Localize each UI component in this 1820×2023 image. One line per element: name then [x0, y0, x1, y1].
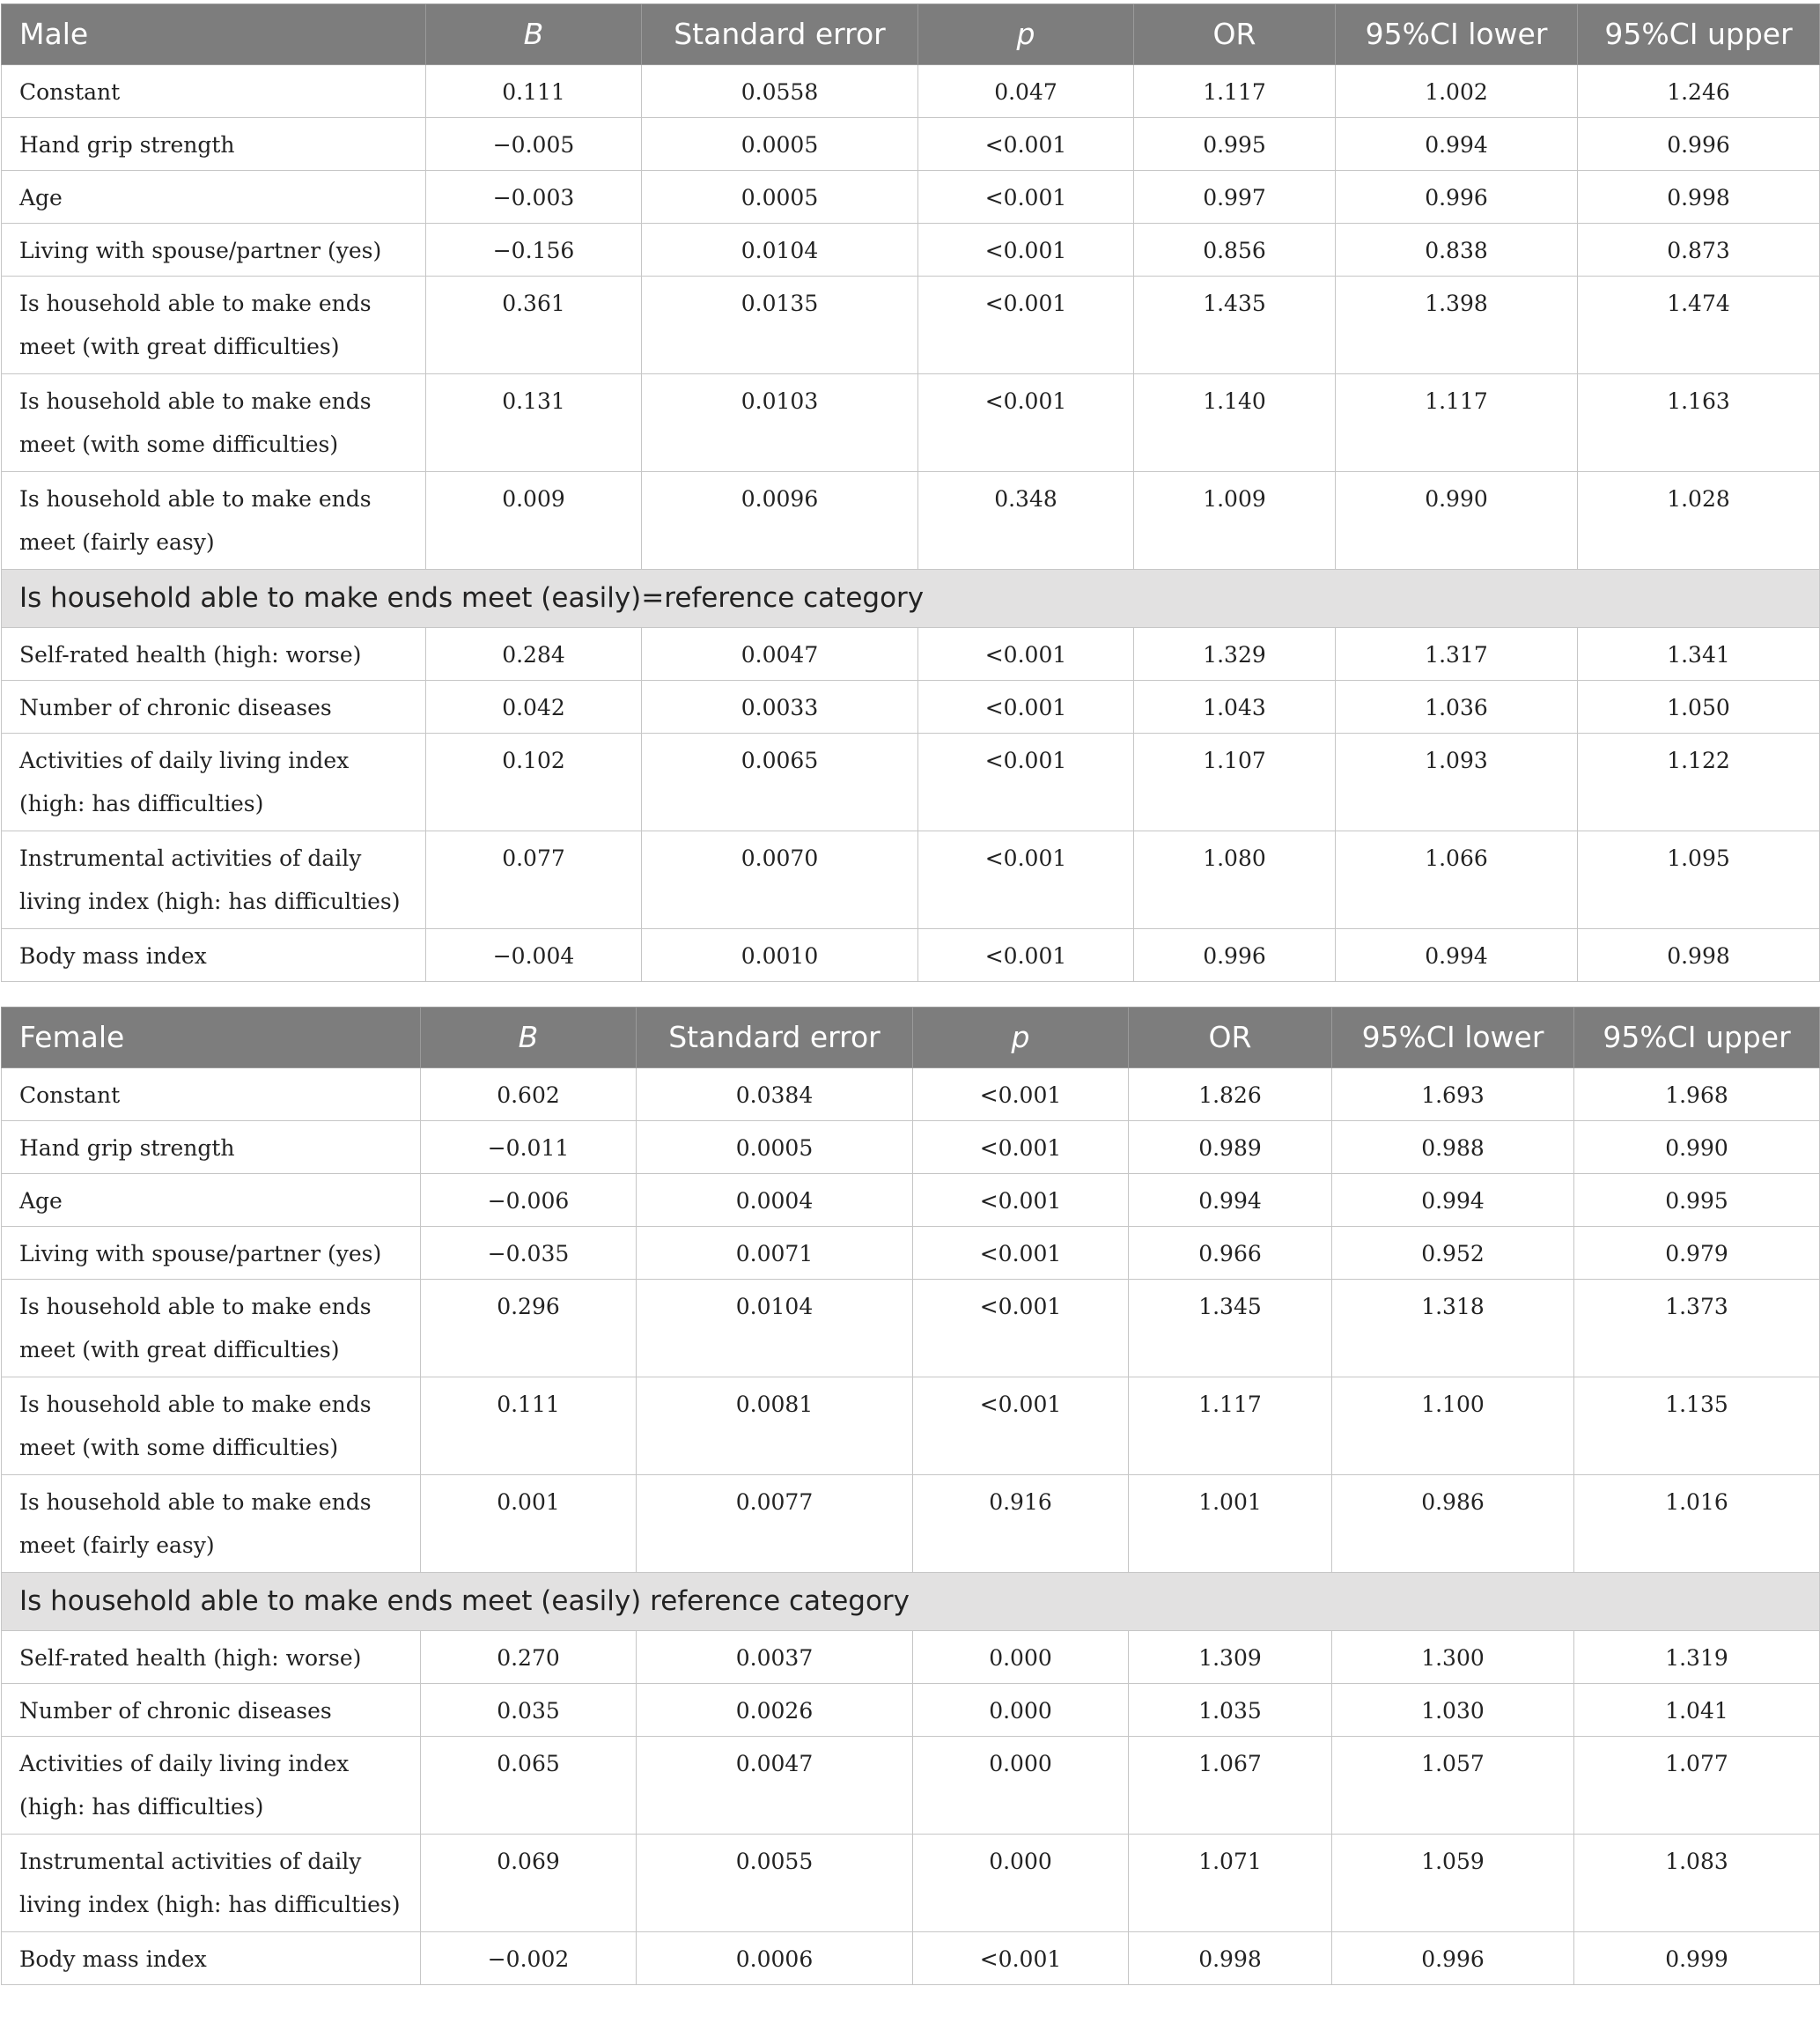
ci-upper-value: 1.319 [1574, 1631, 1820, 1684]
b-value: −0.011 [421, 1121, 637, 1174]
ci-upper-value: 1.122 [1578, 734, 1820, 831]
table-row [2, 1227, 1820, 1280]
female-header-row [2, 1008, 1820, 1068]
p-value: <0.001 [918, 374, 1134, 472]
or-value: 0.995 [1134, 118, 1336, 171]
ci-lower-value: 1.057 [1332, 1737, 1574, 1835]
or-value: 1.329 [1134, 628, 1336, 681]
ci-lower-column-header: 95%CI lower [1332, 1008, 1574, 1068]
or-value: 1.435 [1134, 277, 1336, 374]
reference-category-row [2, 570, 1820, 628]
row-label: Constant [2, 1068, 421, 1121]
p-value: <0.001 [918, 224, 1134, 277]
or-value: 0.998 [1129, 1932, 1332, 1985]
p-value: <0.001 [918, 831, 1134, 929]
p-value: <0.001 [913, 1377, 1129, 1475]
table-row [2, 1631, 1820, 1684]
ci-lower-value: 0.988 [1332, 1121, 1574, 1174]
or-value: 1.080 [1134, 831, 1336, 929]
b-value: 0.077 [426, 831, 642, 929]
table-row [2, 65, 1820, 118]
b-value: 0.296 [421, 1280, 637, 1377]
row-label: Age [2, 1174, 421, 1227]
row-label: Hand grip strength [2, 118, 426, 171]
row-label: Number of chronic diseases [2, 681, 426, 734]
ci-lower-column-header: 95%CI lower [1336, 4, 1578, 65]
b-value: 0.009 [426, 472, 642, 570]
b-value: 0.131 [426, 374, 642, 472]
se-column-header: Standard error [642, 4, 918, 65]
or-value: 1.826 [1129, 1068, 1332, 1121]
row-label: Activities of daily living index (high: has difficulties) [2, 1737, 421, 1835]
b-column-header: B [426, 4, 642, 65]
p-value: <0.001 [913, 1121, 1129, 1174]
table-row [2, 374, 1820, 472]
ci-lower-value: 0.990 [1336, 472, 1578, 570]
b-value: −0.035 [421, 1227, 637, 1280]
ci-upper-value: 1.373 [1574, 1280, 1820, 1377]
ci-lower-value: 1.059 [1332, 1835, 1574, 1932]
se-value: 0.0005 [642, 171, 918, 224]
or-value: 1.107 [1134, 734, 1336, 831]
row-label: Is household able to make ends meet (with some difficulties) [2, 374, 426, 472]
p-value: 0.000 [913, 1631, 1129, 1684]
b-value: −0.003 [426, 171, 642, 224]
results-page [0, 4, 1820, 1985]
b-value: −0.156 [426, 224, 642, 277]
p-value: <0.001 [918, 734, 1134, 831]
row-label: Is household able to make ends meet (with great difficulties) [2, 1280, 421, 1377]
se-value: 0.0135 [642, 277, 918, 374]
table-row [2, 831, 1820, 929]
row-label: Age [2, 171, 426, 224]
ci-lower-value: 1.300 [1332, 1631, 1574, 1684]
row-label: Is household able to make ends meet (fairly easy) [2, 472, 426, 570]
ci-lower-value: 0.994 [1336, 118, 1578, 171]
table-row [2, 277, 1820, 374]
ci-lower-value: 0.952 [1332, 1227, 1574, 1280]
b-column-header: B [421, 1008, 637, 1068]
table-row [2, 1737, 1820, 1835]
b-value: −0.004 [426, 929, 642, 982]
b-value: 0.102 [426, 734, 642, 831]
ci-lower-value: 0.994 [1336, 929, 1578, 982]
row-label: Constant [2, 65, 426, 118]
ci-lower-value: 1.093 [1336, 734, 1578, 831]
or-value: 0.994 [1129, 1174, 1332, 1227]
p-value: <0.001 [918, 929, 1134, 982]
ci-upper-value: 1.135 [1574, 1377, 1820, 1475]
row-label: Is household able to make ends meet (with some difficulties) [2, 1377, 421, 1475]
p-value: <0.001 [918, 277, 1134, 374]
table-row [2, 1475, 1820, 1573]
se-value: 0.0004 [637, 1174, 913, 1227]
table-row [2, 929, 1820, 982]
ci-upper-value: 0.873 [1578, 224, 1820, 277]
p-value: 0.348 [918, 472, 1134, 570]
b-value: 0.035 [421, 1684, 637, 1737]
or-value: 0.996 [1134, 929, 1336, 982]
table-row [2, 472, 1820, 570]
row-label: Number of chronic diseases [2, 1684, 421, 1737]
se-value: 0.0047 [637, 1737, 913, 1835]
row-label: Body mass index [2, 929, 426, 982]
p-value: 0.000 [913, 1684, 1129, 1737]
ci-lower-value: 0.838 [1336, 224, 1578, 277]
ci-upper-value: 0.998 [1578, 929, 1820, 982]
ci-upper-value: 0.990 [1574, 1121, 1820, 1174]
or-value: 1.009 [1134, 472, 1336, 570]
female-group-header: Female [2, 1008, 421, 1068]
or-column-header: OR [1129, 1008, 1332, 1068]
row-label: Activities of daily living index (high: has difficulties) [2, 734, 426, 831]
p-value: <0.001 [913, 1227, 1129, 1280]
ci-upper-column-header: 95%CI upper [1578, 4, 1820, 65]
p-value: <0.001 [913, 1932, 1129, 1985]
ci-upper-value: 1.095 [1578, 831, 1820, 929]
b-value: 0.284 [426, 628, 642, 681]
row-label: Is household able to make ends meet (with great difficulties) [2, 277, 426, 374]
row-label: Body mass index [2, 1932, 421, 1985]
b-value: 0.042 [426, 681, 642, 734]
or-value: 1.067 [1129, 1737, 1332, 1835]
reference-category-note: Is household able to make ends meet (easily) reference category [2, 1573, 1820, 1631]
or-value: 1.345 [1129, 1280, 1332, 1377]
male-header-row [2, 4, 1820, 65]
ci-lower-value: 1.317 [1336, 628, 1578, 681]
ci-lower-value: 0.996 [1332, 1932, 1574, 1985]
ci-upper-value: 1.016 [1574, 1475, 1820, 1573]
ci-upper-value: 0.979 [1574, 1227, 1820, 1280]
ci-upper-value: 1.077 [1574, 1737, 1820, 1835]
se-column-header: Standard error [637, 1008, 913, 1068]
b-value: 0.111 [426, 65, 642, 118]
b-value: 0.001 [421, 1475, 637, 1573]
se-value: 0.0033 [642, 681, 918, 734]
se-value: 0.0010 [642, 929, 918, 982]
se-value: 0.0055 [637, 1835, 913, 1932]
ci-upper-value: 1.050 [1578, 681, 1820, 734]
p-value: <0.001 [913, 1068, 1129, 1121]
row-label: Self-rated health (high: worse) [2, 628, 426, 681]
ci-upper-column-header: 95%CI upper [1574, 1008, 1820, 1068]
se-value: 0.0558 [642, 65, 918, 118]
se-value: 0.0006 [637, 1932, 913, 1985]
or-value: 1.071 [1129, 1835, 1332, 1932]
ci-upper-value: 1.028 [1578, 472, 1820, 570]
or-value: 1.117 [1129, 1377, 1332, 1475]
or-value: 1.043 [1134, 681, 1336, 734]
ci-upper-value: 1.341 [1578, 628, 1820, 681]
p-value: <0.001 [913, 1174, 1129, 1227]
or-value: 1.035 [1129, 1684, 1332, 1737]
or-value: 1.001 [1129, 1475, 1332, 1573]
b-value: 0.069 [421, 1835, 637, 1932]
table-row [2, 1174, 1820, 1227]
table-row [2, 734, 1820, 831]
se-value: 0.0103 [642, 374, 918, 472]
ci-upper-value: 0.996 [1578, 118, 1820, 171]
or-column-header: OR [1134, 4, 1336, 65]
or-value: 0.856 [1134, 224, 1336, 277]
p-value: <0.001 [918, 118, 1134, 171]
ci-upper-value: 0.999 [1574, 1932, 1820, 1985]
ci-upper-value: 0.998 [1578, 171, 1820, 224]
ci-lower-value: 1.100 [1332, 1377, 1574, 1475]
p-column-header: p [918, 4, 1134, 65]
se-value: 0.0077 [637, 1475, 913, 1573]
row-label: Living with spouse/partner (yes) [2, 224, 426, 277]
se-value: 0.0081 [637, 1377, 913, 1475]
table-row [2, 1932, 1820, 1985]
p-value: <0.001 [918, 628, 1134, 681]
se-value: 0.0104 [642, 224, 918, 277]
p-value: <0.001 [918, 681, 1134, 734]
se-value: 0.0005 [642, 118, 918, 171]
table-row [2, 681, 1820, 734]
se-value: 0.0071 [637, 1227, 913, 1280]
table-row [2, 628, 1820, 681]
ci-upper-value: 1.041 [1574, 1684, 1820, 1737]
b-value: −0.002 [421, 1932, 637, 1985]
b-value: 0.065 [421, 1737, 637, 1835]
row-label: Living with spouse/partner (yes) [2, 1227, 421, 1280]
ci-lower-value: 0.986 [1332, 1475, 1574, 1573]
ci-upper-value: 1.474 [1578, 277, 1820, 374]
ci-lower-value: 1.318 [1332, 1280, 1574, 1377]
row-label: Self-rated health (high: worse) [2, 1631, 421, 1684]
table-row [2, 1068, 1820, 1121]
ci-upper-value: 0.995 [1574, 1174, 1820, 1227]
b-value: 0.361 [426, 277, 642, 374]
se-value: 0.0037 [637, 1631, 913, 1684]
or-value: 0.966 [1129, 1227, 1332, 1280]
ci-upper-value: 1.246 [1578, 65, 1820, 118]
table-row [2, 1684, 1820, 1737]
p-value: 0.916 [913, 1475, 1129, 1573]
ci-lower-value: 1.693 [1332, 1068, 1574, 1121]
reference-category-note: Is household able to make ends meet (easily)=reference category [2, 570, 1820, 628]
p-value: 0.000 [913, 1737, 1129, 1835]
row-label: Hand grip strength [2, 1121, 421, 1174]
table-row [2, 1377, 1820, 1475]
se-value: 0.0005 [637, 1121, 913, 1174]
table-row [2, 171, 1820, 224]
p-value: <0.001 [913, 1280, 1129, 1377]
female-results-table [1, 1007, 1820, 1985]
se-value: 0.0096 [642, 472, 918, 570]
p-value: 0.000 [913, 1835, 1129, 1932]
p-value: <0.001 [918, 171, 1134, 224]
row-label: Instrumental activities of daily living index (high: has difficulties) [2, 831, 426, 929]
row-label: Is household able to make ends meet (fairly easy) [2, 1475, 421, 1573]
ci-upper-value: 1.163 [1578, 374, 1820, 472]
or-value: 0.989 [1129, 1121, 1332, 1174]
ci-lower-value: 0.994 [1332, 1174, 1574, 1227]
ci-lower-value: 1.002 [1336, 65, 1578, 118]
ci-lower-value: 1.030 [1332, 1684, 1574, 1737]
b-value: 0.111 [421, 1377, 637, 1475]
female-table-body [2, 1068, 1820, 1985]
ci-lower-value: 1.066 [1336, 831, 1578, 929]
b-value: 0.270 [421, 1631, 637, 1684]
se-value: 0.0065 [642, 734, 918, 831]
se-value: 0.0104 [637, 1280, 913, 1377]
table-spacer [0, 982, 1820, 1007]
or-value: 1.117 [1134, 65, 1336, 118]
ci-lower-value: 1.117 [1336, 374, 1578, 472]
p-value: 0.047 [918, 65, 1134, 118]
p-column-header: p [913, 1008, 1129, 1068]
table-row [2, 1280, 1820, 1377]
se-value: 0.0070 [642, 831, 918, 929]
b-value: 0.602 [421, 1068, 637, 1121]
b-value: −0.005 [426, 118, 642, 171]
male-group-header: Male [2, 4, 426, 65]
ci-lower-value: 0.996 [1336, 171, 1578, 224]
se-value: 0.0047 [642, 628, 918, 681]
table-row [2, 1121, 1820, 1174]
male-results-table [1, 4, 1820, 982]
ci-lower-value: 1.398 [1336, 277, 1578, 374]
male-table-body [2, 65, 1820, 982]
ci-upper-value: 1.968 [1574, 1068, 1820, 1121]
or-value: 1.140 [1134, 374, 1336, 472]
reference-category-row [2, 1573, 1820, 1631]
ci-upper-value: 1.083 [1574, 1835, 1820, 1932]
se-value: 0.0384 [637, 1068, 913, 1121]
or-value: 0.997 [1134, 171, 1336, 224]
ci-lower-value: 1.036 [1336, 681, 1578, 734]
or-value: 1.309 [1129, 1631, 1332, 1684]
table-row [2, 224, 1820, 277]
table-row [2, 1835, 1820, 1932]
row-label: Instrumental activities of daily living index (high: has difficulties) [2, 1835, 421, 1932]
b-value: −0.006 [421, 1174, 637, 1227]
table-row [2, 118, 1820, 171]
se-value: 0.0026 [637, 1684, 913, 1737]
